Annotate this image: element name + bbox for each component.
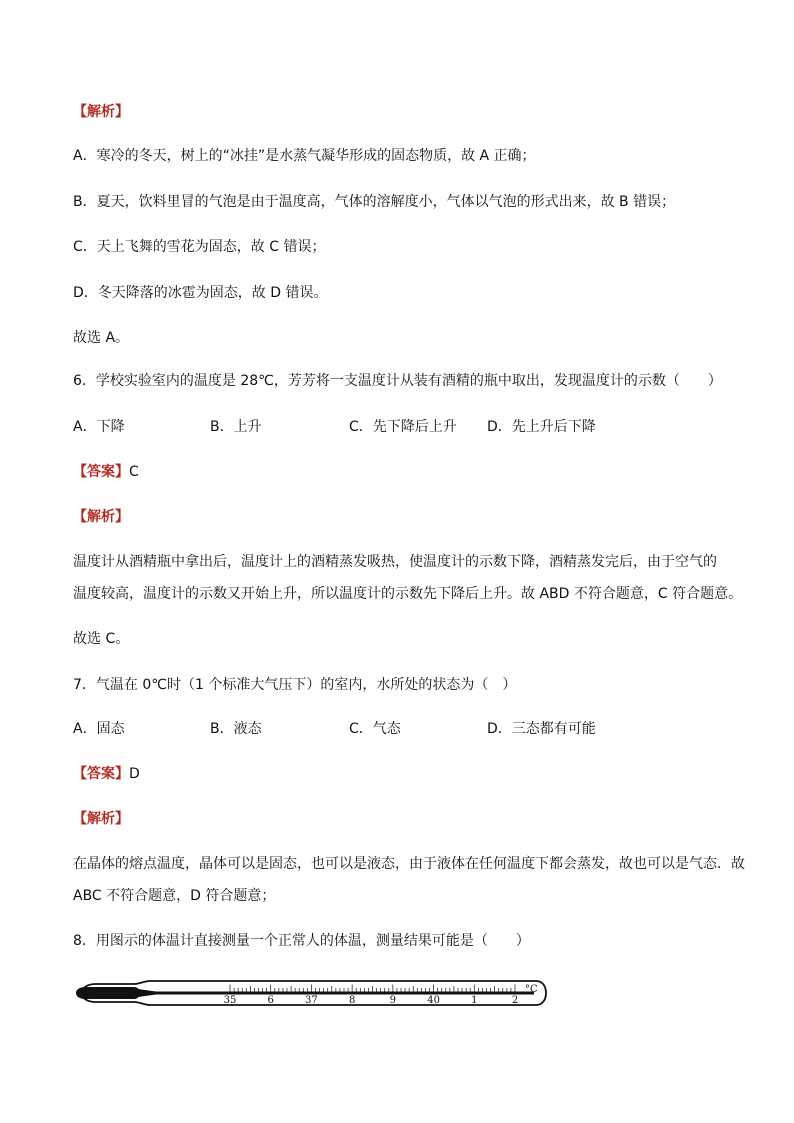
scale-label: 2	[511, 995, 519, 1006]
q7-analysis-tag: 【解析】	[73, 811, 129, 827]
mercury-bulb	[76, 987, 140, 999]
q6-conclusion: 故选 C。	[73, 631, 130, 647]
q6-answer	[73, 463, 139, 481]
q6-option-d: D．先上升后下降	[487, 419, 596, 435]
q5-conclusion: 故选 A。	[73, 330, 130, 346]
q6-analysis-line-2: 温度较高，温度计的示数又开始上升，所以温度计的示数先下降后上升。故 ABD 不符合题意，C 符合题意。	[73, 586, 743, 602]
q7-answer	[73, 765, 140, 783]
q7-option-a: A．固态	[73, 721, 125, 737]
q7-option-d: D．三态都有可能	[487, 721, 596, 737]
thermometer-figure	[74, 977, 548, 1009]
q5-analysis-line-a: A．寒冷的冬天，树上的“冰挂”是水蒸气凝华形成的固态物质，故 A 正确；	[73, 148, 536, 164]
q6-option-c: C．先下降后上升	[349, 419, 457, 435]
q6-analysis-line-1: 温度计从酒精瓶中拿出后，温度计上的酒精蒸发吸热，使温度计的示数下降，酒精蒸发完后，由于空气的	[73, 554, 717, 570]
q7-option-c: C．气态	[349, 721, 401, 737]
q8-question: 8．用图示的体温计直接测量一个正常人的体温，测量结果可能是（ ）	[73, 933, 530, 949]
q6-question: 6．学校实验室内的温度是 28℃，芳芳将一支温度计从装有酒精的瓶中取出，发现温度计的示数（ ）	[73, 373, 722, 389]
scale-label: 8	[348, 995, 356, 1006]
q6-option-b: B．上升	[210, 419, 262, 435]
unit-label: °C	[525, 984, 538, 995]
scale-label: 35	[223, 995, 237, 1006]
scale-label: 37	[305, 995, 318, 1006]
scale-label: 1	[471, 995, 478, 1006]
q5-analysis-line-c: C．天上飞舞的雪花为固态，故 C 错误；	[73, 239, 326, 255]
scale-label: 6	[267, 995, 274, 1006]
q5-analysis-tag: 【解析】	[73, 104, 129, 120]
q7-answer-tag: 【答案】	[73, 766, 129, 782]
q6-analysis-tag: 【解析】	[73, 509, 129, 525]
q6-option-a: A．下降	[73, 419, 125, 435]
scale-label: 9	[389, 995, 397, 1006]
q7-analysis-line-2: ABC 不符合题意，D 符合题意；	[73, 888, 276, 904]
q7-option-b: B．液态	[210, 721, 262, 737]
q7-analysis-line-1: 在晶体的熔点温度，晶体可以是固态，也可以是液态，由于液体在任何温度下都会蒸发，故也可以是气态．故	[73, 856, 745, 872]
q5-analysis-line-d: D．冬天降落的冰雹为固态，故 D 错误。	[73, 285, 328, 301]
q7-question: 7．气温在 0℃时（1 个标准大气压下）的室内，水所处的状态为（ ）	[73, 677, 517, 693]
q6-answer-tag: 【答案】	[73, 464, 129, 480]
q7-answer-value: D	[129, 766, 140, 782]
q5-analysis-line-b: B．夏天，饮料里冒的气泡是由于温度高，气体的溶解度小，气体以气泡的形式出来，故 B 错误；	[73, 194, 676, 210]
q6-answer-value: C	[129, 464, 139, 480]
scale-label: 40	[427, 995, 440, 1006]
